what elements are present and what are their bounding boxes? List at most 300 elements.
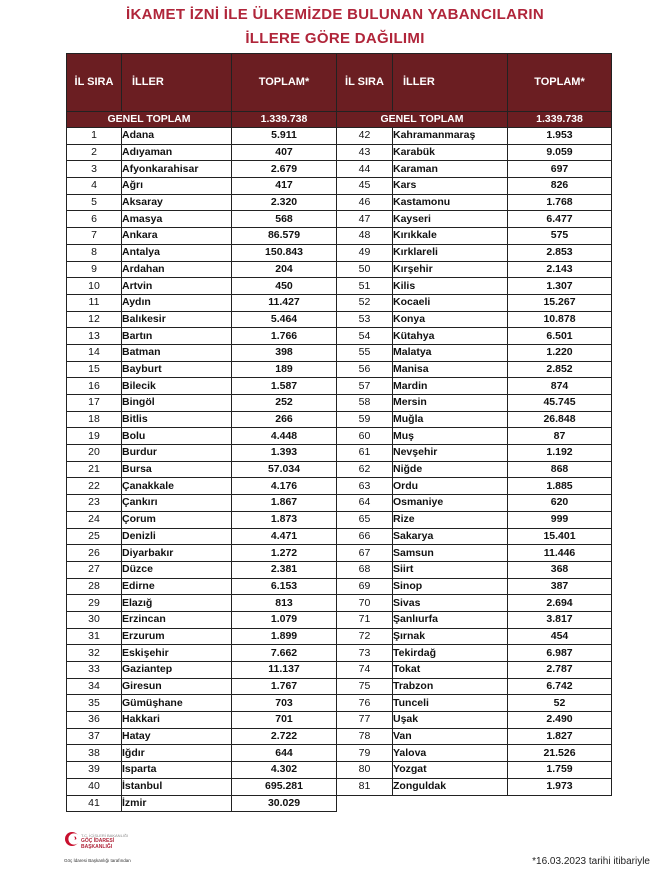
province-name: Muğla: [393, 411, 508, 428]
province-name: Balıkesir: [122, 311, 232, 328]
row-number: 28: [67, 578, 122, 595]
province-total: 150.843: [232, 244, 337, 261]
province-total: 6.477: [508, 211, 612, 228]
row-number: 63: [337, 478, 393, 495]
table-row: [67, 662, 612, 679]
province-name: Van: [393, 728, 508, 745]
province-total: 86.579: [232, 228, 337, 245]
province-total: 398: [232, 344, 337, 361]
row-number: 58: [337, 395, 393, 412]
province-total: 252: [232, 395, 337, 412]
row-number: 59: [337, 411, 393, 428]
province-total: 87: [508, 428, 612, 445]
table-row: [67, 228, 612, 245]
row-number: 15: [67, 361, 122, 378]
province-total: 52: [508, 695, 612, 712]
row-number: 38: [67, 745, 122, 762]
province-name: Bursa: [122, 461, 232, 478]
province-name: Edirne: [122, 578, 232, 595]
province-name: Artvin: [122, 278, 232, 295]
province-name: Düzce: [122, 561, 232, 578]
province-name: Karaman: [393, 161, 508, 178]
province-name: Osmaniye: [393, 495, 508, 512]
province-name: Kastamonu: [393, 194, 508, 211]
province-total: 15.267: [508, 294, 612, 311]
province-name: Tokat: [393, 662, 508, 679]
row-number: 24: [67, 511, 122, 528]
province-name: Sivas: [393, 595, 508, 612]
province-total: 266: [232, 411, 337, 428]
province-name: Batman: [122, 344, 232, 361]
row-number: 20: [67, 445, 122, 462]
row-number: 29: [67, 595, 122, 612]
header-il-sira: İL SIRA: [67, 54, 122, 112]
table-row: [67, 445, 612, 462]
row-number: 66: [337, 528, 393, 545]
row-number: 56: [337, 361, 393, 378]
row-number: 71: [337, 611, 393, 628]
row-number: 22: [67, 478, 122, 495]
province-total: 620: [508, 495, 612, 512]
row-number: 26: [67, 545, 122, 562]
province-total: 2.787: [508, 662, 612, 679]
table-row: [67, 762, 612, 779]
province-name: Gaziantep: [122, 662, 232, 679]
table-row: [67, 678, 612, 695]
province-total: 387: [508, 578, 612, 595]
table-row: [67, 578, 612, 595]
province-total: 368: [508, 561, 612, 578]
row-number: 43: [337, 144, 393, 161]
province-name: Bartın: [122, 328, 232, 345]
table-row: [67, 728, 612, 745]
province-name: Aydın: [122, 294, 232, 311]
row-number: 8: [67, 244, 122, 261]
province-total: 2.381: [232, 561, 337, 578]
province-name: Şanlıurfa: [393, 611, 508, 628]
province-total: 26.848: [508, 411, 612, 428]
province-name: Çanakkale: [122, 478, 232, 495]
province-total: 1.079: [232, 611, 337, 628]
province-name: Çorum: [122, 511, 232, 528]
empty-cell: [393, 795, 508, 812]
row-number: 31: [67, 628, 122, 645]
row-number: 35: [67, 695, 122, 712]
province-total: 2.722: [232, 728, 337, 745]
row-number: 78: [337, 728, 393, 745]
row-number: 64: [337, 495, 393, 512]
province-total: 11.446: [508, 545, 612, 562]
province-total: 1.973: [508, 778, 612, 795]
logo-name-text: GÖÇ İDARESİ BAŞKANLIĞI: [81, 838, 115, 850]
crescent-star-icon: [64, 830, 80, 852]
province-name: Elazığ: [122, 595, 232, 612]
province-total: 701: [232, 712, 337, 729]
province-total: 703: [232, 695, 337, 712]
page-title-line1: İKAMET İZNİ İLE ÜLKEMİZDE BULUNAN YABANCILARIN: [126, 6, 544, 23]
row-number: 30: [67, 611, 122, 628]
row-number: 73: [337, 645, 393, 662]
genel-toplam-value: 1.339.738: [232, 112, 337, 128]
row-number: 9: [67, 261, 122, 278]
row-number: 6: [67, 211, 122, 228]
table-row: [67, 745, 612, 762]
province-total: 204: [232, 261, 337, 278]
province-total: 2.853: [508, 244, 612, 261]
province-total: 1.307: [508, 278, 612, 295]
province-name: Hakkari: [122, 712, 232, 729]
province-total: 1.272: [232, 545, 337, 562]
table-row: [67, 411, 612, 428]
row-number: 75: [337, 678, 393, 695]
row-number: 36: [67, 712, 122, 729]
row-number: 67: [337, 545, 393, 562]
province-name: Denizli: [122, 528, 232, 545]
table-row: [67, 428, 612, 445]
table-row: [67, 545, 612, 562]
province-total: 189: [232, 361, 337, 378]
province-total: 1.899: [232, 628, 337, 645]
province-name: Giresun: [122, 678, 232, 695]
table-row: [67, 211, 612, 228]
table-row: [67, 611, 612, 628]
table-row: [67, 778, 612, 795]
empty-cell: [337, 795, 393, 812]
province-name: Malatya: [393, 344, 508, 361]
province-name: Adana: [122, 128, 232, 145]
province-total: 407: [232, 144, 337, 161]
footnote: *16.03.2023 tarihi itibariyle: [532, 856, 650, 867]
province-total: 30.029: [232, 795, 337, 812]
row-number: 81: [337, 778, 393, 795]
row-number: 65: [337, 511, 393, 528]
province-name: Burdur: [122, 445, 232, 462]
row-number: 49: [337, 244, 393, 261]
province-name: Çankırı: [122, 495, 232, 512]
province-name: Kars: [393, 178, 508, 195]
province-total: 868: [508, 461, 612, 478]
province-name: Erzincan: [122, 611, 232, 628]
province-table: [66, 53, 612, 812]
province-total: 21.526: [508, 745, 612, 762]
province-total: 454: [508, 628, 612, 645]
table-row: [67, 495, 612, 512]
province-total: 1.220: [508, 344, 612, 361]
province-total: 697: [508, 161, 612, 178]
province-name: Zonguldak: [393, 778, 508, 795]
row-number: 4: [67, 178, 122, 195]
genel-toplam-value-2: 1.339.738: [508, 112, 612, 128]
row-number: 44: [337, 161, 393, 178]
province-total: 568: [232, 211, 337, 228]
province-name: Kocaeli: [393, 294, 508, 311]
province-total: 1.768: [508, 194, 612, 211]
province-name: Sinop: [393, 578, 508, 595]
province-total: 1.885: [508, 478, 612, 495]
table-row: [67, 478, 612, 495]
province-name: Şırnak: [393, 628, 508, 645]
province-name: Yalova: [393, 745, 508, 762]
province-total: 826: [508, 178, 612, 195]
row-number: 54: [337, 328, 393, 345]
genel-toplam-label-2: GENEL TOPLAM: [337, 112, 508, 128]
row-number: 69: [337, 578, 393, 595]
table-row: [67, 328, 612, 345]
province-total: 1.192: [508, 445, 612, 462]
province-total: 5.911: [232, 128, 337, 145]
province-total: 1.766: [232, 328, 337, 345]
province-total: 575: [508, 228, 612, 245]
province-total: 6.987: [508, 645, 612, 662]
province-total: 4.448: [232, 428, 337, 445]
province-name: Trabzon: [393, 678, 508, 695]
province-total: 2.143: [508, 261, 612, 278]
province-total: 1.393: [232, 445, 337, 462]
table-row: [67, 461, 612, 478]
table-row: [67, 395, 612, 412]
province-total: 4.302: [232, 762, 337, 779]
table-row: [67, 178, 612, 195]
row-number: 68: [337, 561, 393, 578]
province-name: Antalya: [122, 244, 232, 261]
header-toplam: TOPLAM*: [232, 54, 337, 112]
province-name: Siirt: [393, 561, 508, 578]
province-name: Iğdır: [122, 745, 232, 762]
logo-ministry-text: T.C. İÇİŞLERİ BAKANLIĞI: [81, 833, 129, 838]
row-number: 10: [67, 278, 122, 295]
province-total: 2.679: [232, 161, 337, 178]
province-total: 813: [232, 595, 337, 612]
province-name: Kırklareli: [393, 244, 508, 261]
province-total: 5.464: [232, 311, 337, 328]
province-name: Amasya: [122, 211, 232, 228]
province-total: 2.852: [508, 361, 612, 378]
header-iller-2: İLLER: [393, 54, 508, 112]
table-row: [67, 361, 612, 378]
row-number: 18: [67, 411, 122, 428]
row-number: 40: [67, 778, 122, 795]
row-number: 21: [67, 461, 122, 478]
province-total: 1.767: [232, 678, 337, 695]
province-total: 6.742: [508, 678, 612, 695]
province-total: 1.587: [232, 378, 337, 395]
row-number: 17: [67, 395, 122, 412]
province-total: 1.953: [508, 128, 612, 145]
province-name: Sakarya: [393, 528, 508, 545]
province-name: Kilis: [393, 278, 508, 295]
row-number: 39: [67, 762, 122, 779]
province-name: Kırşehir: [393, 261, 508, 278]
row-number: 48: [337, 228, 393, 245]
row-number: 33: [67, 662, 122, 679]
row-number: 57: [337, 378, 393, 395]
province-name: Kütahya: [393, 328, 508, 345]
province-name: Samsun: [393, 545, 508, 562]
province-name: Eskişehir: [122, 645, 232, 662]
row-number: 1: [67, 128, 122, 145]
province-name: Konya: [393, 311, 508, 328]
table-row: [67, 144, 612, 161]
row-number: 25: [67, 528, 122, 545]
row-number: 14: [67, 344, 122, 361]
province-total: 2.490: [508, 712, 612, 729]
row-number: 23: [67, 495, 122, 512]
table-row: [67, 194, 612, 211]
province-total: 10.878: [508, 311, 612, 328]
row-number: 16: [67, 378, 122, 395]
province-name: Karabük: [393, 144, 508, 161]
province-total: 417: [232, 178, 337, 195]
row-number: 42: [337, 128, 393, 145]
province-name: Hatay: [122, 728, 232, 745]
province-total: 695.281: [232, 778, 337, 795]
table-row: [67, 628, 612, 645]
table-row: [67, 528, 612, 545]
province-name: Manisa: [393, 361, 508, 378]
genel-toplam-label: GENEL TOPLAM: [67, 112, 232, 128]
table-row: [67, 378, 612, 395]
row-number: 70: [337, 595, 393, 612]
logo-sub-text: Göç İdaresi Başkanlığı tarafından: [64, 858, 131, 863]
province-name: Erzurum: [122, 628, 232, 645]
province-total: 9.059: [508, 144, 612, 161]
row-number: 60: [337, 428, 393, 445]
province-total: 1.827: [508, 728, 612, 745]
province-name: Kırıkkale: [393, 228, 508, 245]
table-row: [67, 595, 612, 612]
province-name: Ordu: [393, 478, 508, 495]
row-number: 11: [67, 294, 122, 311]
row-number: 79: [337, 745, 393, 762]
row-number: 5: [67, 194, 122, 211]
province-total: 45.745: [508, 395, 612, 412]
row-number: 37: [67, 728, 122, 745]
province-name: Bitlis: [122, 411, 232, 428]
row-number: 77: [337, 712, 393, 729]
row-number: 19: [67, 428, 122, 445]
page-title-line2: İLLERE GÖRE DAĞILIMI: [245, 30, 425, 47]
table-row: [67, 795, 612, 812]
row-number: 53: [337, 311, 393, 328]
province-name: Niğde: [393, 461, 508, 478]
province-total: 11.427: [232, 294, 337, 311]
table-row: [67, 294, 612, 311]
row-number: 27: [67, 561, 122, 578]
genel-toplam-row: [67, 112, 612, 128]
province-total: 4.176: [232, 478, 337, 495]
row-number: 76: [337, 695, 393, 712]
province-total: 57.034: [232, 461, 337, 478]
table-row: [67, 561, 612, 578]
row-number: 41: [67, 795, 122, 812]
header-iller: İLLER: [122, 54, 232, 112]
province-name: Bolu: [122, 428, 232, 445]
province-name: Ardahan: [122, 261, 232, 278]
province-name: İzmir: [122, 795, 232, 812]
province-total: 874: [508, 378, 612, 395]
province-name: Muş: [393, 428, 508, 445]
province-total: 2.694: [508, 595, 612, 612]
table-row: [67, 511, 612, 528]
province-name: Mersin: [393, 395, 508, 412]
row-number: 51: [337, 278, 393, 295]
province-total: 3.817: [508, 611, 612, 628]
row-number: 3: [67, 161, 122, 178]
province-total: 999: [508, 511, 612, 528]
empty-cell: [508, 795, 612, 812]
table-row: [67, 261, 612, 278]
province-name: Tekirdağ: [393, 645, 508, 662]
province-name: Tunceli: [393, 695, 508, 712]
province-name: Rize: [393, 511, 508, 528]
province-name: İstanbul: [122, 778, 232, 795]
province-total: 2.320: [232, 194, 337, 211]
province-name: Afyonkarahisar: [122, 161, 232, 178]
province-total: 1.867: [232, 495, 337, 512]
row-number: 72: [337, 628, 393, 645]
province-total: 1.873: [232, 511, 337, 528]
row-number: 74: [337, 662, 393, 679]
table-row: [67, 161, 612, 178]
row-number: 47: [337, 211, 393, 228]
row-number: 34: [67, 678, 122, 695]
province-name: Bingöl: [122, 395, 232, 412]
province-name: Aksaray: [122, 194, 232, 211]
province-total: 11.137: [232, 662, 337, 679]
province-total: 1.759: [508, 762, 612, 779]
province-total: 4.471: [232, 528, 337, 545]
goc-idaresi-logo: [64, 830, 144, 870]
province-name: Isparta: [122, 762, 232, 779]
province-name: Bayburt: [122, 361, 232, 378]
province-name: Kahramanmaraş: [393, 128, 508, 145]
province-name: Uşak: [393, 712, 508, 729]
table-row: [67, 244, 612, 261]
row-number: 32: [67, 645, 122, 662]
row-number: 62: [337, 461, 393, 478]
province-total: 644: [232, 745, 337, 762]
table-header-row: [67, 54, 612, 112]
row-number: 2: [67, 144, 122, 161]
province-total: 450: [232, 278, 337, 295]
table-row: [67, 311, 612, 328]
table-row: [67, 278, 612, 295]
province-name: Bilecik: [122, 378, 232, 395]
row-number: 46: [337, 194, 393, 211]
province-name: Nevşehir: [393, 445, 508, 462]
province-name: Kayseri: [393, 211, 508, 228]
province-total: 15.401: [508, 528, 612, 545]
province-name: Ağrı: [122, 178, 232, 195]
row-number: 50: [337, 261, 393, 278]
province-name: Adıyaman: [122, 144, 232, 161]
province-name: Diyarbakır: [122, 545, 232, 562]
province-name: Mardin: [393, 378, 508, 395]
row-number: 12: [67, 311, 122, 328]
row-number: 61: [337, 445, 393, 462]
row-number: 45: [337, 178, 393, 195]
table-row: [67, 645, 612, 662]
table-row: [67, 344, 612, 361]
row-number: 7: [67, 228, 122, 245]
province-total: 6.153: [232, 578, 337, 595]
row-number: 52: [337, 294, 393, 311]
province-name: Ankara: [122, 228, 232, 245]
header-toplam-2: TOPLAM*: [508, 54, 612, 112]
table-row: [67, 712, 612, 729]
province-total: 6.501: [508, 328, 612, 345]
province-name: Gümüşhane: [122, 695, 232, 712]
